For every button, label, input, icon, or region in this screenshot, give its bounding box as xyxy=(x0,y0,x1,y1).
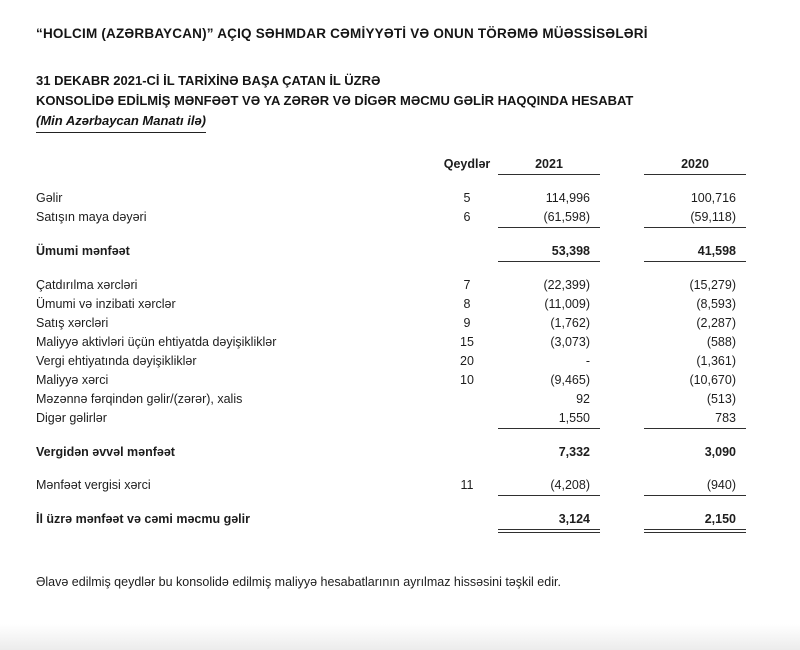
column-gap xyxy=(600,276,644,295)
value-2021-cell: (3,073) xyxy=(550,335,590,350)
value-2020-cell: (8,593) xyxy=(696,297,736,312)
value-2020-cell: (513) xyxy=(706,392,736,407)
note-cell xyxy=(436,409,498,429)
note-cell: 7 xyxy=(463,278,471,293)
row-label: Maliyyə xərci xyxy=(36,373,109,388)
table-row xyxy=(36,208,764,228)
column-header-2020: 2020 xyxy=(644,155,746,175)
column-gap xyxy=(600,314,644,333)
statement-rows xyxy=(36,189,764,533)
note-cell: 6 xyxy=(463,210,471,225)
value-2020-cell: 783 xyxy=(644,409,746,429)
column-gap xyxy=(600,409,644,429)
note-cell: 15 xyxy=(460,335,474,350)
note-cell xyxy=(436,510,498,533)
note-cell: 20 xyxy=(460,354,474,369)
note-cell: 10 xyxy=(460,373,474,388)
value-2020-cell: 100,716 xyxy=(690,191,736,206)
column-gap xyxy=(600,208,644,228)
column-gap xyxy=(600,189,644,208)
note-cell xyxy=(436,242,498,262)
page-title: “HOLCIM (AZƏRBAYCAN)” AÇIQ SƏHMDAR CƏMİYYƏTİ VƏ ONUN TÖRƏMƏ MÜƏSSİSƏLƏRİ xyxy=(36,26,648,41)
note-cell: 5 xyxy=(463,191,471,206)
value-2020-cell: 41,598 xyxy=(644,242,746,262)
value-2021-cell: (61,598) xyxy=(498,208,600,228)
column-gap xyxy=(600,371,644,390)
row-label: Maliyyə aktivləri üçün ehtiyatda dəyişikliklər xyxy=(36,335,277,350)
row-label: Satış xərcləri xyxy=(36,316,109,331)
value-2021-cell: (4,208) xyxy=(498,476,600,496)
table-row xyxy=(36,242,764,262)
value-2021-cell: (22,399) xyxy=(543,278,590,293)
statement-period-line: 31 DEKABR 2021-Cİ İL TARİXİNƏ BAŞA ÇATAN İL ÜZRƏ xyxy=(36,73,381,88)
value-2020-cell: (10,670) xyxy=(689,373,736,388)
value-2021-cell: 1,550 xyxy=(498,409,600,429)
value-2021-cell: 53,398 xyxy=(498,242,600,262)
row-label: Gəlir xyxy=(36,191,63,206)
table-row xyxy=(36,371,764,390)
value-2020-cell: 3,090 xyxy=(704,445,736,460)
note-cell: 8 xyxy=(463,297,471,312)
value-2020-cell: (1,361) xyxy=(696,354,736,369)
statement-heading xyxy=(36,71,764,133)
column-gap xyxy=(600,295,644,314)
column-header-notes: Qeydlər xyxy=(443,157,491,172)
value-2020-cell: (59,118) xyxy=(644,208,746,228)
row-label: İl üzrə mənfəət və cəmi məcmu gəlir xyxy=(36,512,250,527)
value-2020-cell: (588) xyxy=(706,335,736,350)
notes-footer: Əlavə edilmiş qeydlər bu konsolidə edilmiş maliyyə hesabatlarının ayrılmaz hissəsini təşkil edir. xyxy=(36,575,561,590)
column-gap xyxy=(600,476,644,496)
column-gap xyxy=(600,333,644,352)
row-label: Vergi ehtiyatında dəyişikliklər xyxy=(36,354,197,369)
row-label: Çatdırılma xərcləri xyxy=(36,278,138,293)
value-2021-cell: 114,996 xyxy=(545,191,590,206)
row-label: Vergidən əvvəl mənfəət xyxy=(36,445,175,460)
note-cell: 9 xyxy=(463,316,471,331)
value-2020-cell: (15,279) xyxy=(689,278,736,293)
header-label-spacer xyxy=(36,155,436,175)
value-2021-cell: (1,762) xyxy=(550,316,590,331)
table-row xyxy=(36,443,764,462)
note-cell xyxy=(436,443,498,462)
row-label: Ümumi mənfəət xyxy=(36,244,130,259)
table-header-row xyxy=(36,155,764,175)
column-gap xyxy=(600,242,644,262)
value-2021-cell: 7,332 xyxy=(558,445,590,460)
table-row xyxy=(36,510,764,533)
table-row xyxy=(36,295,764,314)
column-gap xyxy=(600,352,644,371)
table-row xyxy=(36,276,764,295)
value-2020-cell: (940) xyxy=(644,476,746,496)
row-label: Satışın maya dəyəri xyxy=(36,210,147,225)
column-gap xyxy=(600,510,644,533)
value-2020-cell: (2,287) xyxy=(696,316,736,331)
table-row xyxy=(36,476,764,496)
table-row xyxy=(36,314,764,333)
table-row xyxy=(36,333,764,352)
currency-units-line: (Min Azərbaycan Manatı ilə) xyxy=(36,111,206,133)
statement-name-line: KONSOLİDƏ EDİLMİŞ MƏNFƏƏT VƏ YA ZƏRƏR VƏ DİGƏR MƏCMU GƏLİR HAQQINDA HESABAT xyxy=(36,93,634,109)
row-label: Ümumi və inzibati xərclər xyxy=(36,297,176,312)
row-label: Məzənnə fərqindən gəlir/(zərər), xalis xyxy=(36,392,243,407)
note-cell: 11 xyxy=(460,478,474,493)
value-2021-cell: (11,009) xyxy=(544,297,590,312)
value-2021-cell: 92 xyxy=(576,392,590,407)
value-2020-cell: 2,150 xyxy=(644,510,746,533)
table-row xyxy=(36,390,764,409)
value-2021-cell: 3,124 xyxy=(498,510,600,533)
column-gap xyxy=(600,390,644,409)
table-row xyxy=(36,352,764,371)
column-gap xyxy=(600,155,644,175)
value-2021-cell: - xyxy=(585,354,590,369)
column-header-2021: 2021 xyxy=(498,155,600,175)
row-label: Digər gəlirlər xyxy=(36,411,107,426)
value-2021-cell: (9,465) xyxy=(550,373,590,388)
row-label: Mənfəət vergisi xərci xyxy=(36,478,151,493)
note-cell xyxy=(436,390,498,409)
column-gap xyxy=(600,443,644,462)
table-row xyxy=(36,409,764,429)
table-row xyxy=(36,189,764,208)
